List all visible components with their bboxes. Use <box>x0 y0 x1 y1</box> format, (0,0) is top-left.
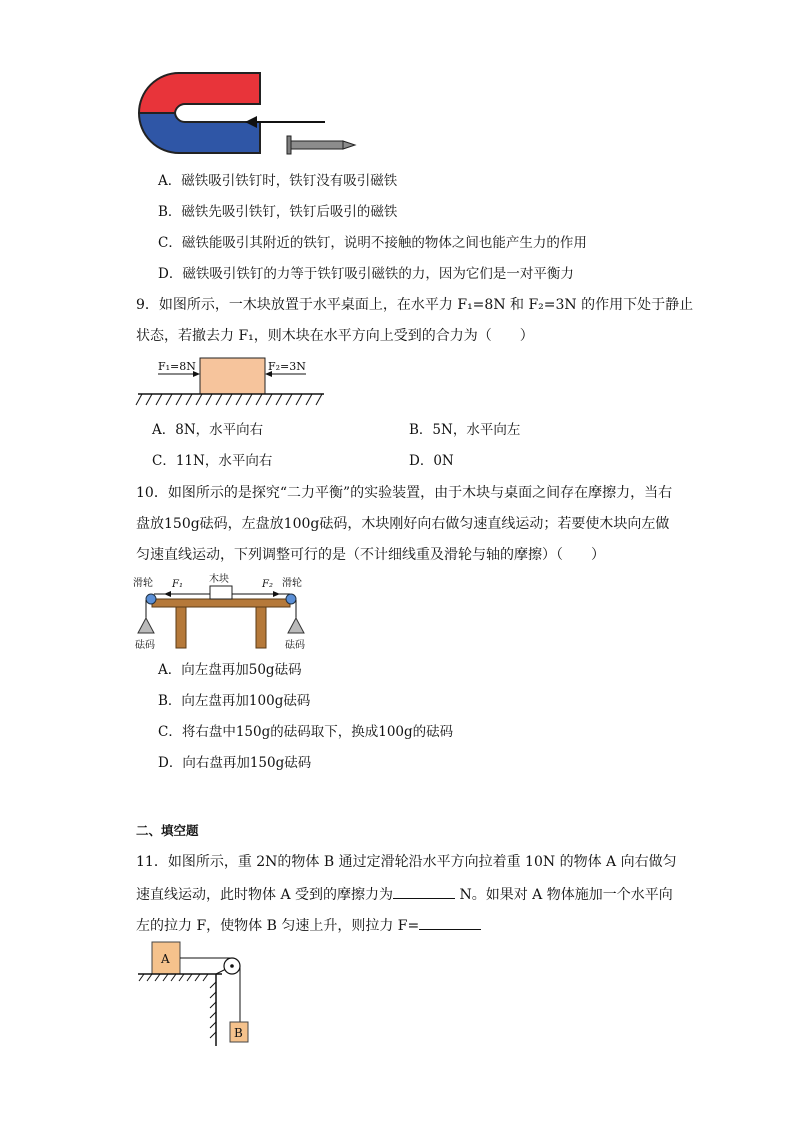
wood-block <box>200 358 265 394</box>
q8-option-b <box>158 203 397 221</box>
option-letter: D． <box>158 755 183 771</box>
block-a-label: A <box>161 952 170 966</box>
q10-stem-line1: 10．如图所示的是探究“二力平衡”的实验装置，由于木块与桌面之间存在摩擦力，当右 <box>136 485 673 501</box>
f2-arrowhead <box>273 591 280 597</box>
option-letter: C． <box>152 453 176 469</box>
option-letter: B． <box>409 422 433 438</box>
q11-stem-line1: 11．如图所示，重 2N的物体 B 通过定滑轮沿水平方向拉着重 10N 的物体 A 向右做匀 <box>136 854 677 870</box>
section-heading: 二、填空题 <box>136 823 199 838</box>
weight-left-label: 砝码 <box>135 640 155 651</box>
option-text: 将右盘中150g的砝码取下，换成100g的砝码 <box>181 724 454 740</box>
q10-apparatus-figure <box>130 572 310 652</box>
option-letter: C． <box>158 235 182 251</box>
answer-blank-force[interactable] <box>419 915 481 930</box>
option-text: 0N <box>433 453 454 469</box>
option-text: 8N，水平向右 <box>175 422 264 438</box>
q9-stem-line2: 状态，若撤去力 F₁，则木块在水平方向上受到的合力为（ ） <box>136 328 534 344</box>
q10-option-d <box>158 754 311 772</box>
option-text: 磁铁吸引铁钉时，铁钉没有吸引磁铁 <box>181 173 398 189</box>
option-letter: B． <box>158 693 182 709</box>
option-letter: A． <box>158 173 182 189</box>
table-hatching <box>136 394 322 405</box>
q10-option-a <box>158 661 302 679</box>
q9-option-a <box>152 421 263 439</box>
block-b-label: B <box>234 1026 243 1040</box>
pulley-right-label: 滑轮 <box>282 578 302 589</box>
table-top <box>152 599 290 607</box>
q10-stem-line2: 盘放150g砝码，左盘放100g砝码，木块刚好向右做匀速直线运动；若要使木块向左做 <box>136 516 670 532</box>
option-text: 5N，水平向左 <box>432 422 521 438</box>
answer-blank-friction[interactable] <box>393 884 455 899</box>
q9-option-d <box>409 452 454 470</box>
q9-option-c <box>152 452 272 470</box>
q9-block-figure <box>134 355 334 410</box>
q10-stem-line3: 匀速直线运动，下列调整可行的是（不计细线重及滑轮与轴的摩擦）（ ） <box>136 547 605 563</box>
q8-option-a <box>158 172 397 190</box>
option-letter: A． <box>158 662 182 678</box>
q8-option-c <box>158 234 587 252</box>
magnet-south-half <box>139 113 260 153</box>
option-text: 磁铁吸引铁钉的力等于铁钉吸引磁铁的力，因为它们是一对平衡力 <box>182 266 574 282</box>
f1-label: F₁=8N <box>158 360 196 373</box>
q9-option-b <box>409 421 520 439</box>
option-text: 磁铁先吸引铁钉，铁钉后吸引的磁铁 <box>181 204 398 220</box>
q11-stem-line2 <box>136 884 673 904</box>
q10-option-b <box>158 692 310 710</box>
q11-text-2a: 速直线运动，此时物体 A 受到的摩擦力为 <box>136 887 394 903</box>
nail <box>287 136 355 154</box>
option-letter: D． <box>409 453 434 469</box>
option-text: 向右盘再加150g砝码 <box>182 755 312 771</box>
wood-block <box>210 586 232 599</box>
q9-stem-line1: 9．如图所示，一木块放置于水平桌面上，在水平力 F₁=8N 和 F₂=3N 的作用下处于静止 <box>136 297 694 313</box>
block-label: 木块 <box>209 574 229 585</box>
table-hatching <box>139 974 208 981</box>
magnet-north-half <box>139 73 260 113</box>
pulley-left-label: 滑轮 <box>133 578 153 589</box>
option-letter: A． <box>152 422 176 438</box>
q8-option-d <box>158 265 574 283</box>
f1-arrowhead <box>164 591 171 597</box>
weight-pan-right <box>288 618 304 633</box>
q11-stem-line3 <box>136 915 481 935</box>
option-text: 磁铁能吸引其附近的铁钉，说明不接触的物体之间也能产生力的作用 <box>181 235 587 251</box>
q11-text-2b: N。如果对 A 物体施加一个水平向 <box>455 887 673 903</box>
option-text: 向左盘再加100g砝码 <box>181 693 311 709</box>
q10-option-c <box>158 723 453 741</box>
weight-pan-left <box>138 618 154 633</box>
pulley-left <box>146 594 156 604</box>
table-leg-left <box>176 607 186 648</box>
option-text: 向左盘再加50g砝码 <box>181 662 302 678</box>
weight-right-label: 砝码 <box>285 640 305 651</box>
option-letter: D． <box>158 266 183 282</box>
pulley-right <box>286 594 296 604</box>
q11-pulley-figure <box>136 940 266 1050</box>
table-leg-right <box>256 607 266 648</box>
q11-text-3a: 左的拉力 F，使物体 B 匀速上升，则拉力 F= <box>136 918 420 934</box>
f2-label: F₂ <box>262 579 273 590</box>
option-letter: C． <box>158 724 182 740</box>
f1-label: F₁ <box>172 579 183 590</box>
f2-label: F₂=3N <box>268 360 306 373</box>
magnet-figure <box>133 68 363 160</box>
option-text: 11N，水平向右 <box>175 453 273 469</box>
wall-hatching <box>210 982 216 1038</box>
option-letter: B． <box>158 204 182 220</box>
